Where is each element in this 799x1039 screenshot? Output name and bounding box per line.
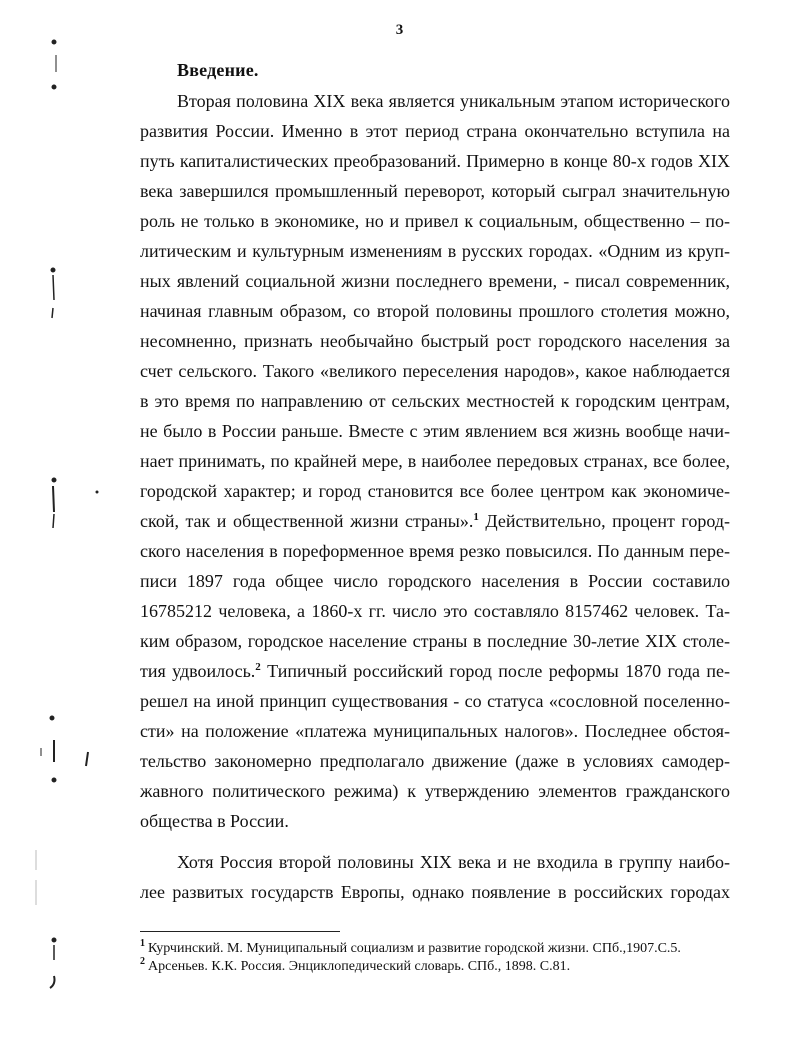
footnote-mark-1: 1 xyxy=(473,511,479,523)
footnote-separator xyxy=(140,931,340,932)
text-segment: Действительно, процент город- xyxy=(478,511,730,531)
text-line: тельство закономерно предполагало движение (даже в условиях самодер- xyxy=(140,751,730,771)
text-segment: тия удвоилось. xyxy=(140,661,256,681)
footnote-2 xyxy=(140,958,760,976)
text-line: литическим и культурным изменениям в русских городах. «Одним из круп- xyxy=(140,241,730,261)
text-line: развития России. Именно в этот период страна окончательно вступила на xyxy=(140,121,730,141)
text-line: жавного политического режима) к утверждению элементов гражданского xyxy=(140,781,730,801)
text-line: не было в России раньше. Вместе с этим явлением вся жизнь вообще начи- xyxy=(140,421,730,441)
text-segment: ской, так и общественной жизни страны». xyxy=(140,511,474,531)
text-line: городской характер; и город становится все более центром как экономиче- xyxy=(140,481,730,501)
scan-artifacts xyxy=(0,0,140,1034)
footnote-number: 1 xyxy=(140,938,145,950)
text-line: сти» на положение «платежа муниципальных налогов». Последнее обстоя- xyxy=(140,721,730,741)
text-line: лее развитых государств Европы, однако появление в российских городах xyxy=(140,882,730,902)
text-line: роль не только в экономике, но и привел к социальным, общественно – по- xyxy=(140,211,730,231)
text-line: ных явлений социальной жизни последнего времени, - писал современник, xyxy=(140,271,730,291)
text-line: решел на иной принцип существования - со статуса «сословной поселенно- xyxy=(140,691,730,711)
footnote-text: Арсеньев. К.К. Россия. Энциклопедический словарь. СПб., 1898. С.81. xyxy=(148,959,571,974)
footnote-1 xyxy=(140,940,760,958)
footnote-number: 2 xyxy=(140,956,145,968)
text-line: путь капиталистических преобразований. Примерно в конце 80-х годов XIX xyxy=(140,151,730,171)
text-line: начиная главным образом, со второй половины прошлого столетия можно, xyxy=(140,301,730,321)
text-line-with-footnote-1 xyxy=(140,506,730,536)
text-line: нает принимать, по крайней мере, в наиболее передовых странах, все более, xyxy=(140,451,730,471)
text-line: ким образом, городское население страны в последние 30-летие XIX столе- xyxy=(140,631,730,651)
text-line: в это время по направлению от сельских местностей к городским центрам, xyxy=(140,391,730,411)
scan-margin-marks xyxy=(0,0,140,1034)
text-line: 16785212 человека, а 1860-х гг. число это составляло 8157462 человек. Та- xyxy=(140,601,730,621)
text-line: общества в России. xyxy=(140,811,289,831)
section-heading: Введение. xyxy=(177,60,259,80)
footnote-text: Курчинский. М. Муниципальный социализм и развитие городской жизни. СПб.,1907.С.5. xyxy=(148,941,681,956)
text-line: ского населения в пореформенное время резко повысился. По данным пере- xyxy=(140,541,730,561)
text-line: Вторая половина XIX века является уникальным этапом исторического xyxy=(177,91,730,111)
page-number: 3 xyxy=(395,22,404,38)
text-line: писи 1897 года общее число городского населения в России составило xyxy=(140,571,730,591)
text-line: века завершился промышленный переворот, который сыграл значительную xyxy=(140,181,730,201)
text-line: несомненно, признать необычайно быстрый рост городского населения за xyxy=(140,331,730,351)
text-segment: Типичный российский город после реформы 1870 года пе- xyxy=(260,661,730,681)
text-line: счет сельского. Такого «великого переселения народов», какое наблюдается xyxy=(140,361,730,381)
text-line-with-footnote-2 xyxy=(140,656,730,686)
text-line: Хотя Россия второй половины XIX века и не входила в группу наибо- xyxy=(177,852,730,872)
footnote-mark-2: 2 xyxy=(255,661,261,673)
